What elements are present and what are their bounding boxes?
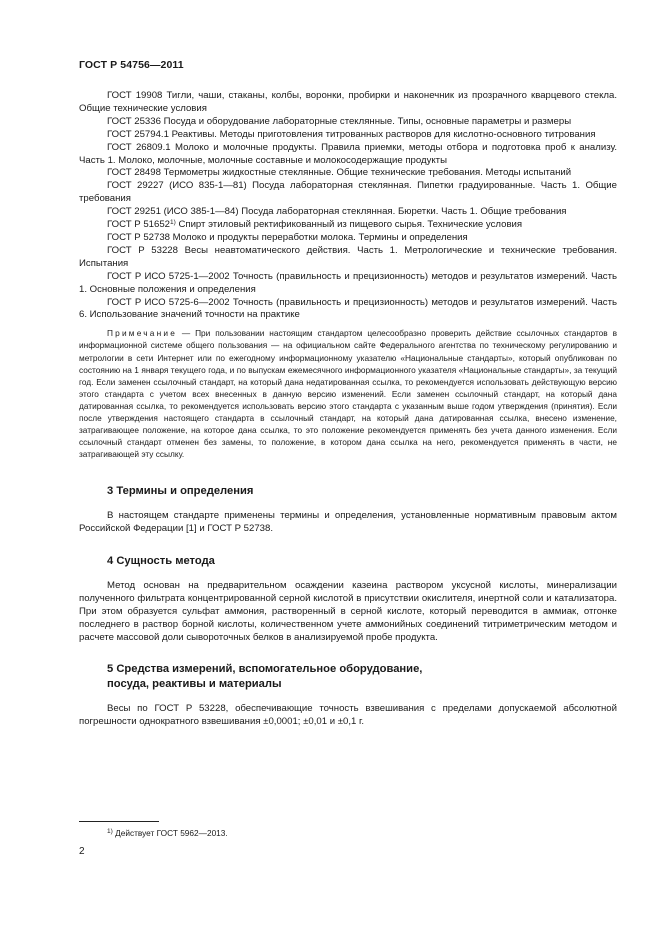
note-label: Примечание xyxy=(107,328,178,339)
reference-item-spirit xyxy=(79,219,617,232)
normative-references-list xyxy=(79,90,617,322)
page-number: 2 xyxy=(79,846,85,857)
section-5-text: Весы по ГОСТ Р 53228, обеспечивающие точность взвешивания с пределами допускаемой абсолютной погрешности однократного взвешивания ±0,0001; ±0,01 и ±0,1 г. xyxy=(79,703,617,728)
reference-item: ГОСТ Р 52738 Молоко и продукты переработки молока. Термины и определения xyxy=(107,231,468,243)
running-header: ГОСТ Р 54756—2011 xyxy=(79,59,184,71)
reference-item: ГОСТ 26809.1 Молоко и молочные продукты. Правила приемки, методы отбора и подготовка проб к анализу. Часть 1. Молоко, молочные, молочные составные и молокосодержащие продукты xyxy=(79,141,617,166)
section-5-title-line1: 5 Средства измерений, вспомогательное оборудование, xyxy=(107,663,423,675)
reference-item: ГОСТ 25336 Посуда и оборудование лабораторные стеклянные. Типы, основные параметры и размеры xyxy=(107,115,572,127)
page-content xyxy=(79,90,617,728)
reference-item: ГОСТ 25794.1 Реактивы. Методы приготовления титрованных растворов для кислотно-основного титрования xyxy=(107,128,596,140)
footnote xyxy=(107,828,228,839)
reference-item: ГОСТ Р ИСО 5725-1—2002 Точность (правильность и прецизионность) методов и результатов измерений. Часть 1. Основные положения и определения xyxy=(79,270,617,295)
section-4-text: Метод основан на предварительном осаждении казеина раствором уксусной кислоты, минерализации полученного фильтрата концентрированной серной кислотой в присутствии окислителя, инертной соли и катализатора. При этом образуется сульфат аммония, растворенный в серной кислоте, который переводится в аммиак, отгонке последнего в раствор борной кислоты, количественном учете аммонийных соединений титриметрическим методом и расчете массовой доли сывороточных белков в анализируемой пробе продукта. xyxy=(79,579,617,643)
reference-item: ГОСТ 29251 (ИСО 385-1—84) Посуда лабораторная стеклянная. Бюретки. Часть 1. Общие требования xyxy=(107,206,567,218)
reference-code: ГОСТ Р 51652 xyxy=(107,219,170,231)
section-4-title: 4 Сущность метода xyxy=(107,554,215,567)
note-text: — При пользовании настоящим стандартом целесообразно проверить действие ссылочных стандартов в информационной системе общего пользования — на официальном сайте Федерального агентства по техническому регулированию и метрологии в сети Интернет или по ежегодному информационному указателю «Национальные стандарты», который опубликован по состоянию на 1 января текущего года, и по выпускам ежемесячного информационного указателя «Национальные стандарты», за текущий год. Если заменен ссылочный стандарт, на который дана недатированная ссылка, то рекомендуется использовать действующую версию этого стандарта с учетом всех внесенных в данную версию изменений. Если заменен ссылочный стандарт, на который дана датированная ссылка, то рекомендуется использовать версию этого стандарта с указанным выше годом утверждения (принятия). Если после утверждения настоящего стандарта в ссылочный стандарт, на который дана датированная ссылка, внесено изменение, затрагивающее положение, на которое дана ссылка, то это положение рекомендуется применять без учета данного изменения. Если ссылочный стандарт отменен без замены, то положение, в котором дана ссылка на него, рекомендуется применять в части, не затрагивающей эту ссылку. xyxy=(79,328,617,460)
footnote-text: Действует ГОСТ 5962—2013. xyxy=(112,828,228,838)
reference-item: ГОСТ 29227 (ИСО 835-1—81) Посуда лабораторная стеклянная. Пипетки градуированные. Часть 1. Общие требования xyxy=(79,180,617,205)
section-3-title: 3 Термины и определения xyxy=(107,485,254,498)
section-3-text: В настоящем стандарте применены термины и определения, установленные нормативным правовым актом Российской Федерации [1] и ГОСТ Р 52738. xyxy=(79,510,617,535)
reference-item: ГОСТ Р ИСО 5725-6—2002 Точность (правильность и прецизионность) методов и результатов измерений. Часть 6. Использование значений точности на практике xyxy=(79,296,617,321)
reference-item: ГОСТ 19908 Тигли, чаши, стаканы, колбы, воронки, пробирки и наконечник из прозрачного кварцевого стекла. Общие технические условия xyxy=(79,90,617,114)
reference-title: Спирт этиловый ректификованный из пищевого сырья. Технические условия xyxy=(175,219,523,231)
section-5-title-line2: посуда, реактивы и материалы xyxy=(107,678,282,690)
reference-item: ГОСТ 28498 Термометры жидкостные стеклянные. Общие технические требования. Методы испытаний xyxy=(107,167,572,179)
reference-item: ГОСТ Р 53228 Весы неавтоматического действия. Часть 1. Метрологические и технические требования. Испытания xyxy=(79,244,617,269)
footnote-marker: 1) xyxy=(170,219,176,227)
footnote-mark: 1) xyxy=(107,828,113,835)
note-paragraph xyxy=(79,327,617,460)
footnote-divider xyxy=(79,821,159,822)
